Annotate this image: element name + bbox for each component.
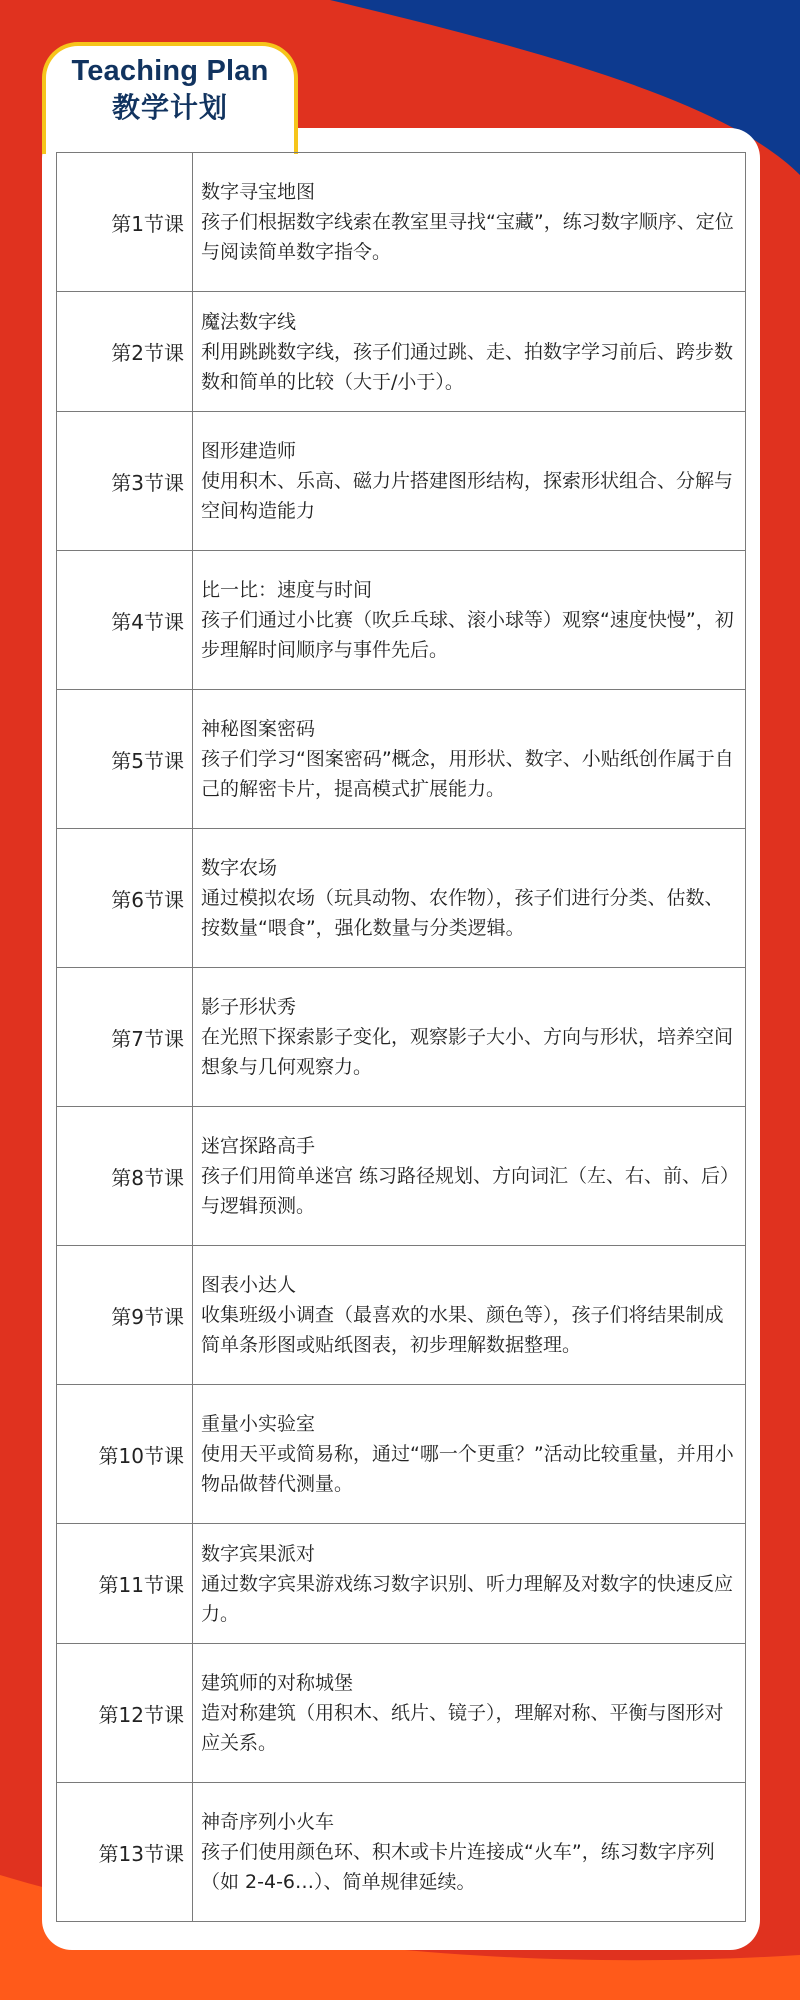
lesson-content [193, 1246, 746, 1385]
lesson-description: 孩子们使用颜色环、积木或卡片连接成“火车”，练习数字序列（如 2-4-6…）、简单规律延续。 [201, 1841, 715, 1893]
table-row [57, 968, 746, 1107]
lesson-number: 第4节课 [57, 551, 193, 690]
lesson-description: 孩子们通过小比赛（吹乒乓球、滚小球等）观察“速度快慢”，初步理解时间顺序与事件先后。 [201, 609, 734, 661]
table-row [57, 1783, 746, 1922]
lesson-title: 迷宫探路高手 [201, 1135, 316, 1157]
lesson-description: 通过模拟农场（玩具动物、农作物），孩子们进行分类、估数、按数量“喂食”，强化数量与分类逻辑。 [201, 887, 724, 939]
lesson-description: 使用积木、乐高、磁力片搭建图形结构，探索形状组合、分解与空间构造能力 [201, 470, 734, 522]
table-row [57, 153, 746, 292]
lesson-title: 神秘图案密码 [201, 718, 316, 740]
lesson-description: 使用天平或简易称，通过“哪一个更重？”活动比较重量，并用小物品做替代测量。 [201, 1443, 734, 1495]
lesson-title: 图表小达人 [201, 1274, 297, 1296]
lesson-content [193, 412, 746, 551]
lesson-number: 第2节课 [57, 292, 193, 412]
lesson-content [193, 1644, 746, 1783]
lesson-description: 收集班级小调查（最喜欢的水果、颜色等），孩子们将结果制成简单条形图或贴纸图表，初步理解数据整理。 [201, 1304, 724, 1356]
lesson-description: 在光照下探索影子变化，观察影子大小、方向与形状，培养空间想象与几何观察力。 [201, 1026, 734, 1078]
lesson-title: 比一比：速度与时间 [201, 579, 373, 601]
lesson-table [56, 152, 746, 1922]
table-row [57, 1107, 746, 1246]
lesson-title: 建筑师的对称城堡 [201, 1672, 354, 1694]
lesson-number: 第6节课 [57, 829, 193, 968]
lesson-number: 第11节课 [57, 1524, 193, 1644]
lesson-title: 数字寻宝地图 [201, 181, 316, 203]
lesson-title: 魔法数字线 [201, 310, 297, 333]
lesson-number: 第13节课 [57, 1783, 193, 1922]
lesson-description: 利用跳跳数字线，孩子们通过跳、走、拍数字学习前后、跨步数数和简单的比较（大于/小于）。 [201, 340, 734, 393]
table-row [57, 690, 746, 829]
table-row [57, 292, 746, 412]
lesson-content [193, 1385, 746, 1524]
lesson-title: 影子形状秀 [201, 996, 297, 1018]
lesson-description: 孩子们用简单迷宫 练习路径规划、方向词汇（左、右、前、后）与逻辑预测。 [201, 1165, 730, 1217]
table-row [57, 829, 746, 968]
lesson-description: 造对称建筑（用积木、纸片、镜子），理解对称、平衡与图形对应关系。 [201, 1702, 724, 1754]
lesson-content [193, 551, 746, 690]
table-row [57, 1644, 746, 1783]
table-row [57, 412, 746, 551]
table-row [57, 551, 746, 690]
lesson-content [193, 153, 746, 292]
lesson-content [193, 1524, 746, 1644]
lesson-description: 通过数字宾果游戏练习数字识别、听力理解及对数字的快速反应力。 [201, 1572, 734, 1625]
lesson-content [193, 292, 746, 412]
table-row [57, 1246, 746, 1385]
table-row [57, 1524, 746, 1644]
lesson-content [193, 1783, 746, 1922]
lesson-title: 神奇序列小火车 [201, 1811, 335, 1833]
lesson-number: 第3节课 [57, 412, 193, 551]
lesson-title: 重量小实验室 [201, 1413, 316, 1435]
lesson-number: 第1节课 [57, 153, 193, 292]
lesson-title: 数字农场 [201, 857, 278, 879]
page-title-chinese: 教学计划 [111, 92, 228, 123]
lesson-content [193, 690, 746, 829]
lesson-number: 第5节课 [57, 690, 193, 829]
lesson-description: 孩子们根据数字线索在教室里寻找“宝藏”，练习数字顺序、定位与阅读简单数字指令。 [201, 211, 734, 263]
lesson-number: 第10节课 [57, 1385, 193, 1524]
page-title-english: Teaching Plan [71, 55, 269, 87]
lesson-number: 第7节课 [57, 968, 193, 1107]
title-tab [42, 42, 298, 154]
lesson-content [193, 829, 746, 968]
lesson-title: 数字宾果派对 [201, 1542, 316, 1565]
lesson-description: 孩子们学习“图案密码”概念，用形状、数字、小贴纸创作属于自己的解密卡片，提高模式扩展能力。 [201, 748, 734, 800]
lesson-content [193, 968, 746, 1107]
lesson-number: 第8节课 [57, 1107, 193, 1246]
lesson-number: 第9节课 [57, 1246, 193, 1385]
lesson-number: 第12节课 [57, 1644, 193, 1783]
lesson-content [193, 1107, 746, 1246]
table-row [57, 1385, 746, 1524]
lesson-title: 图形建造师 [201, 440, 297, 462]
